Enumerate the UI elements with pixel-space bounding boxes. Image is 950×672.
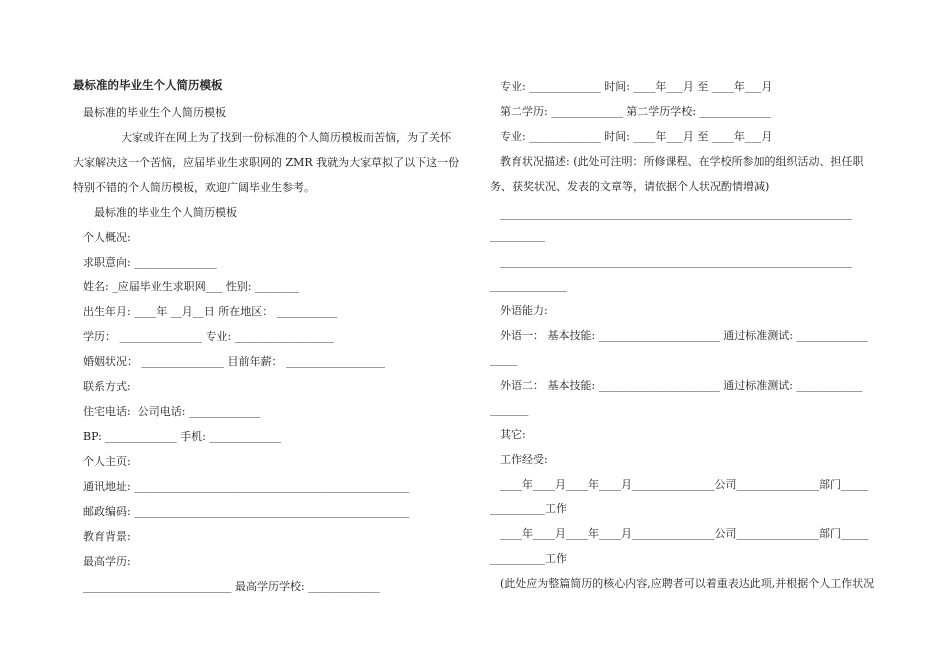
form-line: ________________________________________________________________ <box>500 255 852 268</box>
form-line: 其它: <box>500 428 526 441</box>
form-line: 姓名: _应届毕业生求职网___ 性别: ________ <box>83 280 299 293</box>
form-line: 婚姻状况： _______________ 目前年薪： __________________ <box>83 355 385 368</box>
form-line: 求职意向: _______________ <box>83 256 217 269</box>
form-line: (此处应为整篇简历的核心内容,应聘者可以着重表达此项,并根据个人工作状况 <box>500 577 875 590</box>
form-line: 学历： _______________ 专业: __________________ <box>83 330 334 343</box>
intro-line-1: 大家或许在网上为了找到一份标准的个人简历模板而苦恼，为了关怀 <box>121 131 451 144</box>
form-line: BP: _____________ 手机: _____________ <box>83 430 281 443</box>
form-line: 专业: _____________ 时间: ____年___月 至 ____年___月 <box>500 130 773 143</box>
form-line: 外语能力: <box>500 304 548 317</box>
form-line: ____年____月____年____月_______________公司_______________部门_____ <box>500 478 869 491</box>
form-line: 外语二： 基本技能: ______________________ 通过标准测试: ____________ <box>500 379 863 392</box>
form-line: 邮政编码: __________________________________________________ <box>83 505 410 518</box>
form-line: 最高学历: <box>83 555 131 568</box>
form-line: 专业: _____________ 时间: ____年___月 至 ____年___月 <box>500 80 773 93</box>
form-line: 外语一： 基本技能: ______________________ 通过标准测试: _____________ <box>500 329 868 342</box>
section-heading: 最标准的毕业生个人简历模板 <box>94 206 237 219</box>
subtitle: 最标准的毕业生个人简历模板 <box>83 106 226 119</box>
form-line: 教育背景: <box>83 530 131 543</box>
form-line: ________________________________________________________________ <box>500 207 852 220</box>
form-line: __________工作 <box>490 552 567 565</box>
form-line: 个人概况: <box>83 231 131 244</box>
form-line: 第二学历: _____________ 第二学历学校: _____________ <box>500 105 771 118</box>
form-line: 联系方式: <box>83 380 131 393</box>
form-line: 个人主页: <box>83 455 131 468</box>
form-line: 通讯地址: __________________________________________________ <box>83 480 410 493</box>
intro-line-3: 特别不错的个人简历模板，欢迎广阔毕业生参考。 <box>73 181 315 194</box>
form-line: 教育状况描述: (此处可注明：所修课程、在学校所参加的组织活动、担任职 <box>500 155 864 168</box>
form-line: __________ <box>490 229 545 242</box>
form-line: ___________________________ 最高学历学校: _____________ <box>83 580 380 593</box>
form-line: ____年____月____年____月_______________公司_______________部门_____ <box>500 527 869 540</box>
form-line: ______________ <box>490 279 567 292</box>
form-line: _______ <box>490 403 529 416</box>
form-line: 工作经受: <box>500 453 548 466</box>
form-line: __________工作 <box>490 502 567 515</box>
form-line: 出生年月: ____年 __月__日 所在地区： ___________ <box>83 305 338 318</box>
intro-line-2: 大家解决这一个苦恼，应届毕业生求职网的 ZMR 我就为大家草拟了以下这一份 <box>73 156 460 169</box>
document-title: 最标准的毕业生个人简历模板 <box>73 80 223 92</box>
form-line: _____ <box>490 353 518 366</box>
form-line: 务、获奖状况、发表的文章等，请依据个人状况酌情增减) <box>490 180 770 193</box>
form-line: 住宅电话: 公司电话: _____________ <box>83 405 261 418</box>
